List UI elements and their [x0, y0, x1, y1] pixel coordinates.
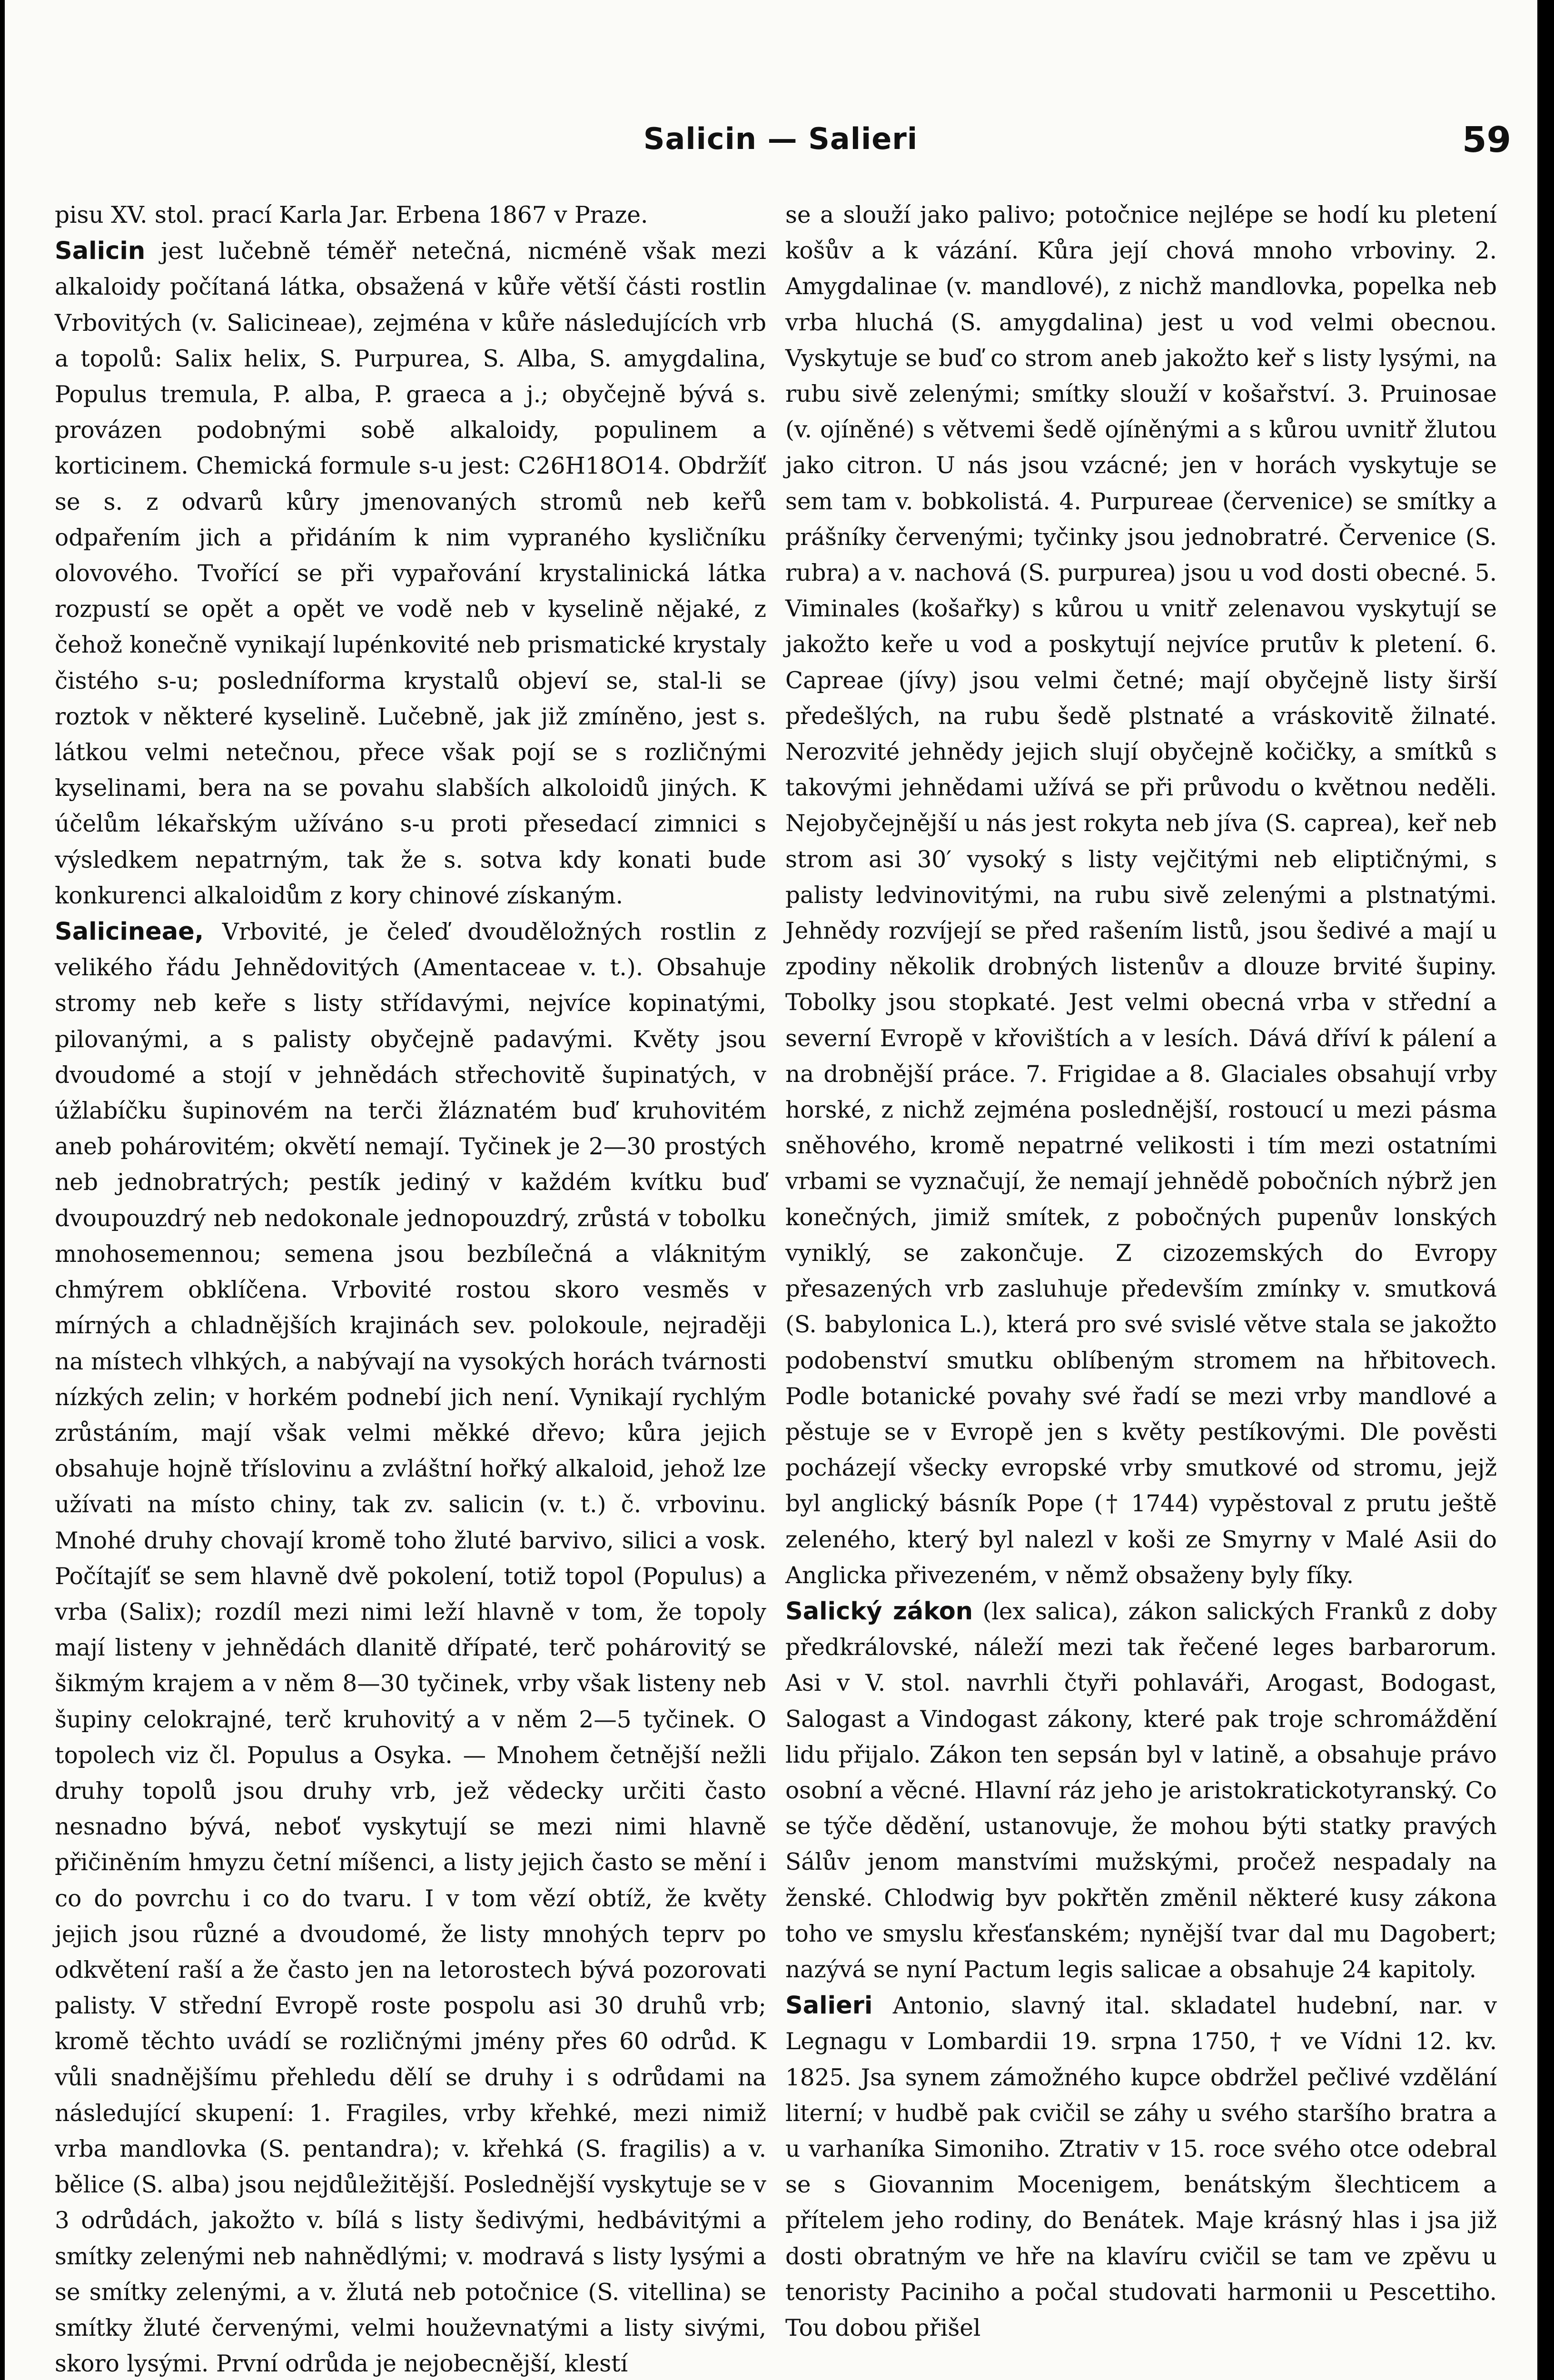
paragraph-text: jest lučebně téměř netečná, nicméně však mezi alkaloidy počítaná látka, obsažená v kůře větší části rostlin Vrbovitých (v. Salicineae), zejména v kůře následujících vrb a topolů: Salix helix, S. Purpurea, S. Alba, S. amygdalina, Populus tremula, P. alba, P. graeca a j.; obyčejně bývá s. provázen podobnými sobě alkaloidy, populinem a korticinem. Chemická formule s-u jest: C26H18O14. Obdržíť se s. z odvarů kůry jmenovaných stromů neb keřů odpařením jich a přidáním k nim vypraného kysličníku olovového. Tvořící se při vypařování krystalinická látka rozpustí se opět a opět ve vodě neb v kyselině nějaké, z čehož konečně vynikají lupénkovité neb prismatické krystaly čistého s-u; posledníforma krystalů objeví se, stal-li se roztok v některé kyselině. Lučebně, jak již zmíněno, jest s. látkou velmi netečnou, přece však pojí se s rozličnými kyselinami, bera na se povahu slabších alkoloidů jiných. K účelům lékařským užíváno s-u proti přesedací zimnici s výsledkem nepatrným, tak že s. sotva kdy konati bude konkurenci alkaloidům z kory chinové získaným.	[55, 238, 766, 909]
entry-headword: Salicin	[55, 237, 146, 266]
paragraph-text: se a slouží jako palivo; potočnice nejlépe se hodí ku pletení košův a k vázání. Kůra její chová mnoho vrboviny. 2. Amygdalinae (v. mandlové), z nichž mandlovka, popelka neb vrba hluchá (S. amygdalina) jest u vod velmi obecnou. Vyskytuje se buď co strom aneb jakožto keř s listy lysými, na rubu sivě zelenými; smítky slouží v košařství. 3. Pruinosae (v. ojíněné) s větvemi šedě ojíněnými a s kůrou uvnitř žlutou jako citron. U nás jsou vzácné; jen v horách vyskytuje se sem tam v. bobkolistá. 4. Purpureae (červenice) se smítky a prášníky červenými; tyčinky jsou jednobratré. Červenice (S. rubra) a v. nachová (S. purpurea) jsou u vod dosti obecné. 5. Viminales (košařky) s kůrou u vnitř zelenavou vyskytují se jakožto keře u vod a poskytují nejvíce prutův k pletení. 6. Capreae (jívy) jsou velmi četné; mají obyčejně listy širší předešlých, na rubu šedě plstnaté a vráskovitě žilnaté. Nerozvité jehnědy jejich slují obyčejně kočičky, a smítků s takovými jehnědami užívá se při průvodu o květnou neděli. Nejobyčejnější u nás jest rokyta neb jíva (S. caprea), keř neb strom asi 30′ vysoký s listy vejčitými neb eliptičnými, s palisty ledvinovitými, na rubu sivě zelenými a plstnatými. Jehnědy rozvíjejí se před rašením listů, jsou šedivé a mají u zpodiny několik drobných listenův a dlouze brvité šupiny. Tobolky jsou stopkaté. Jest velmi obecná vrba v střední a severní Evropě v křovištích a v lesích. Dává dříví k pálení a na drobnější práce. 7. Frigidae a 8. Glaciales obsahují vrby horské, z nichž zejména poslednější, rostoucí u mezi pásma sněhového, kromě nepatrné velikosti i tím mezi ostatními vrbami se vyznačují, že nemají jehnědě pobočních nýbrž jen konečných, jimiž smítek, z pobočných pupenův lonských vyniklý, se zakončuje. Z cizozemských do Evropy přesazených vrb zasluhuje především zmínky v. smutková (S. babylonica L.), která pro své svislé větve stala se jakožto podobenství smutku oblíbeným stromem na hřbitovech. Podle botanické povahy své řadí se mezi vrby mandlové a pěstuje se v Evropě jen s květy pestíkovými. Dle pověsti pocházejí všecky evropské vrby smutkové od stromu, jejž byl anglický básník Pope († 1744) vypěstoval z prutu ještě zeleného, který byl nalezl v koši ze Smyrny v Malé Asii do Anglicka přivezeném, v němž obsaženy byly fíky.	[785, 202, 1497, 1589]
article-paragraph	[785, 198, 1497, 1594]
paragraph-text: (lex salica), zákon salických Franků z doby předkrálovské, náleží mezi tak řečené leges barbarorum. Asi v V. stol. navrhli čtyři pohlaváři, Arogast, Bodogast, Salogast a Vindogast zákony, které pak troje schromáždění lidu přijalo. Zákon ten sepsán byl v latině, a obsahuje právo osobní a věcné. Hlavní ráz jeho je aristokratickotyranský. Co se týče dědění, ustanovuje, že mohou býti statky pravých Sálův jenom manstvími mužskými, pročež nespadaly na ženské. Chlodwig byv pokřtěn změnil některé kusy zákona toho ve smyslu křesťanském; nynější tvar dal mu Dagobert; nazývá se nyní Pactum legis salicae a obsahuje 24 kapitoly.	[785, 1598, 1497, 1983]
article-paragraph	[785, 1988, 1497, 2346]
article-paragraph	[55, 914, 766, 2380]
entry-headword: Salický zákon	[785, 1597, 973, 1626]
entry-headword: Salieri	[785, 1992, 873, 2020]
right-column	[785, 198, 1497, 2346]
article-paragraph	[55, 233, 766, 914]
left-column	[55, 198, 766, 2380]
article-paragraph	[55, 198, 766, 233]
page-header	[50, 119, 1511, 160]
paragraph-text: pisu XV. stol. prací Karla Jar. Erbena 1867 v Praze.	[55, 202, 648, 228]
paragraph-text: Vrbovité, je čeleď dvouděložných rostlin z velikého řádu Jehnědovitých (Amentaceae v. t.). Obsahuje stromy neb keře s listy střídavými, nejvíce kopinatými, pilovanými, a s palisty obyčejně padavými. Květy jsou dvoudomé a stojí v jehnědách střechovitě šupinatých, v úžlabíčku šupinovém na terči žláznatém buď kruhovitém aneb pohárovitém; okvětí nemají. Tyčinek je 2—30 prostých neb jednobratrých; pestík jediný v každém kvítku buď dvoupouzdrý neb nedokonale jednopouzdrý, zrůstá v tobolku mnohosemennou; semena jsou bezbílečná a vláknitým chmýrem obklíčena. Vrbovité rostou skoro vesměs v mírných a chladnějších krajinách sev. polokoule, nejraději na místech vlhkých, a nabývají na vysokých horách tvárnosti nízkých zelin; v horkém podnebí jich není. Vynikají rychlým zrůstáním, mají však velmi měkké dřevo; kůra jejich obsahuje hojně tříslovinu a zvláštní hořký alkaloid, jehož lze užívati na místo chiny, tak zv. salicin (v. t.) č. vrbovinu. Mnohé druhy chovají kromě toho žluté barvivo, silici a vosk. Počítajíť se sem hlavně dvě pokolení, totiž topol (Populus) a vrba (Salix); rozdíl mezi nimi leží hlavně v tom, že topoly mají listeny v jehnědách dlanitě dřípaté, terč pohárovitý se šikmým krajem a v něm 8—30 tyčinek, vrby však listeny neb šupiny celokrajné, terč kruhovitý a v něm 2—5 tyčinek. O topolech viz čl. Populus a Osyka. — Mnohem četnější nežli druhy topolů jsou druhy vrb, jež vědecky určiti často nesnadno bývá, neboť vyskytují se mezi nimi hlavně přičiněním hmyzu četní míšenci, a listy jejich často se mění i co do povrchu i co do tvaru. I v tom vězí obtíž, že květy jejich jsou různé a dvoudomé, že listy mnohých teprv po odkvětení raší a že často jen na letorostech bývá pozorovati palisty. V střední Evropě roste pospolu asi 30 druhů vrb; kromě těchto uvádí se rozličnými jmény přes 60 odrůd. K vůli snadnějšímu přehledu dělí se druhy i s odrůdami na následující skupení: 1. Fragiles, vrby křehké, mezi nimiž vrba mandlovka (S. pentandra); v. křehká (S. fragilis) a v. bělice (S. alba) jsou nejdůležitější. Poslednější vyskytuje se v 3 odrůdách, jakožto v. bílá s listy šedivými, hedbávitými a smítky zelenými neb nahnědlými; v. modravá s listy lysými a se smítky zelenými, a v. žlutá neb potočnice (S. vitellina) se smítky žluté červenými, velmi houževnatými a listy sivými, skoro lysými. První odrůda je nejobecnější, klestí	[55, 919, 766, 2378]
paragraph-text: Antonio, slavný ital. skladatel hudební, nar. v Legnagu v Lombardii 19. srpna 1750, † ve Vídni 12. kv. 1825. Jsa synem zámožného kupce obdržel pečlivé vzdělání literní; v hudbě pak cvičil se záhy u svého staršího bratra a u varhaníka Simoniho. Ztrativ v 15. roce svého otce odebral se s Giovannim Mocenigem, benátským šlechticem a přítelem jeho rodiny, do Benátek. Maje krásný hlas i jsa již dosti obratným ve hře na klavíru cvičil se tam ve zpěvu u tenoristy Paciniho a počal studovati harmonii u Pescettiho. Tou dobou přišel	[785, 1993, 1497, 2341]
article-paragraph	[785, 1594, 1497, 1988]
page-number: 59	[1462, 119, 1511, 160]
entry-headword: Salicineae,	[55, 918, 204, 946]
encyclopedia-page	[5, 0, 1537, 2380]
running-head: Salicin — Salieri	[643, 121, 918, 156]
